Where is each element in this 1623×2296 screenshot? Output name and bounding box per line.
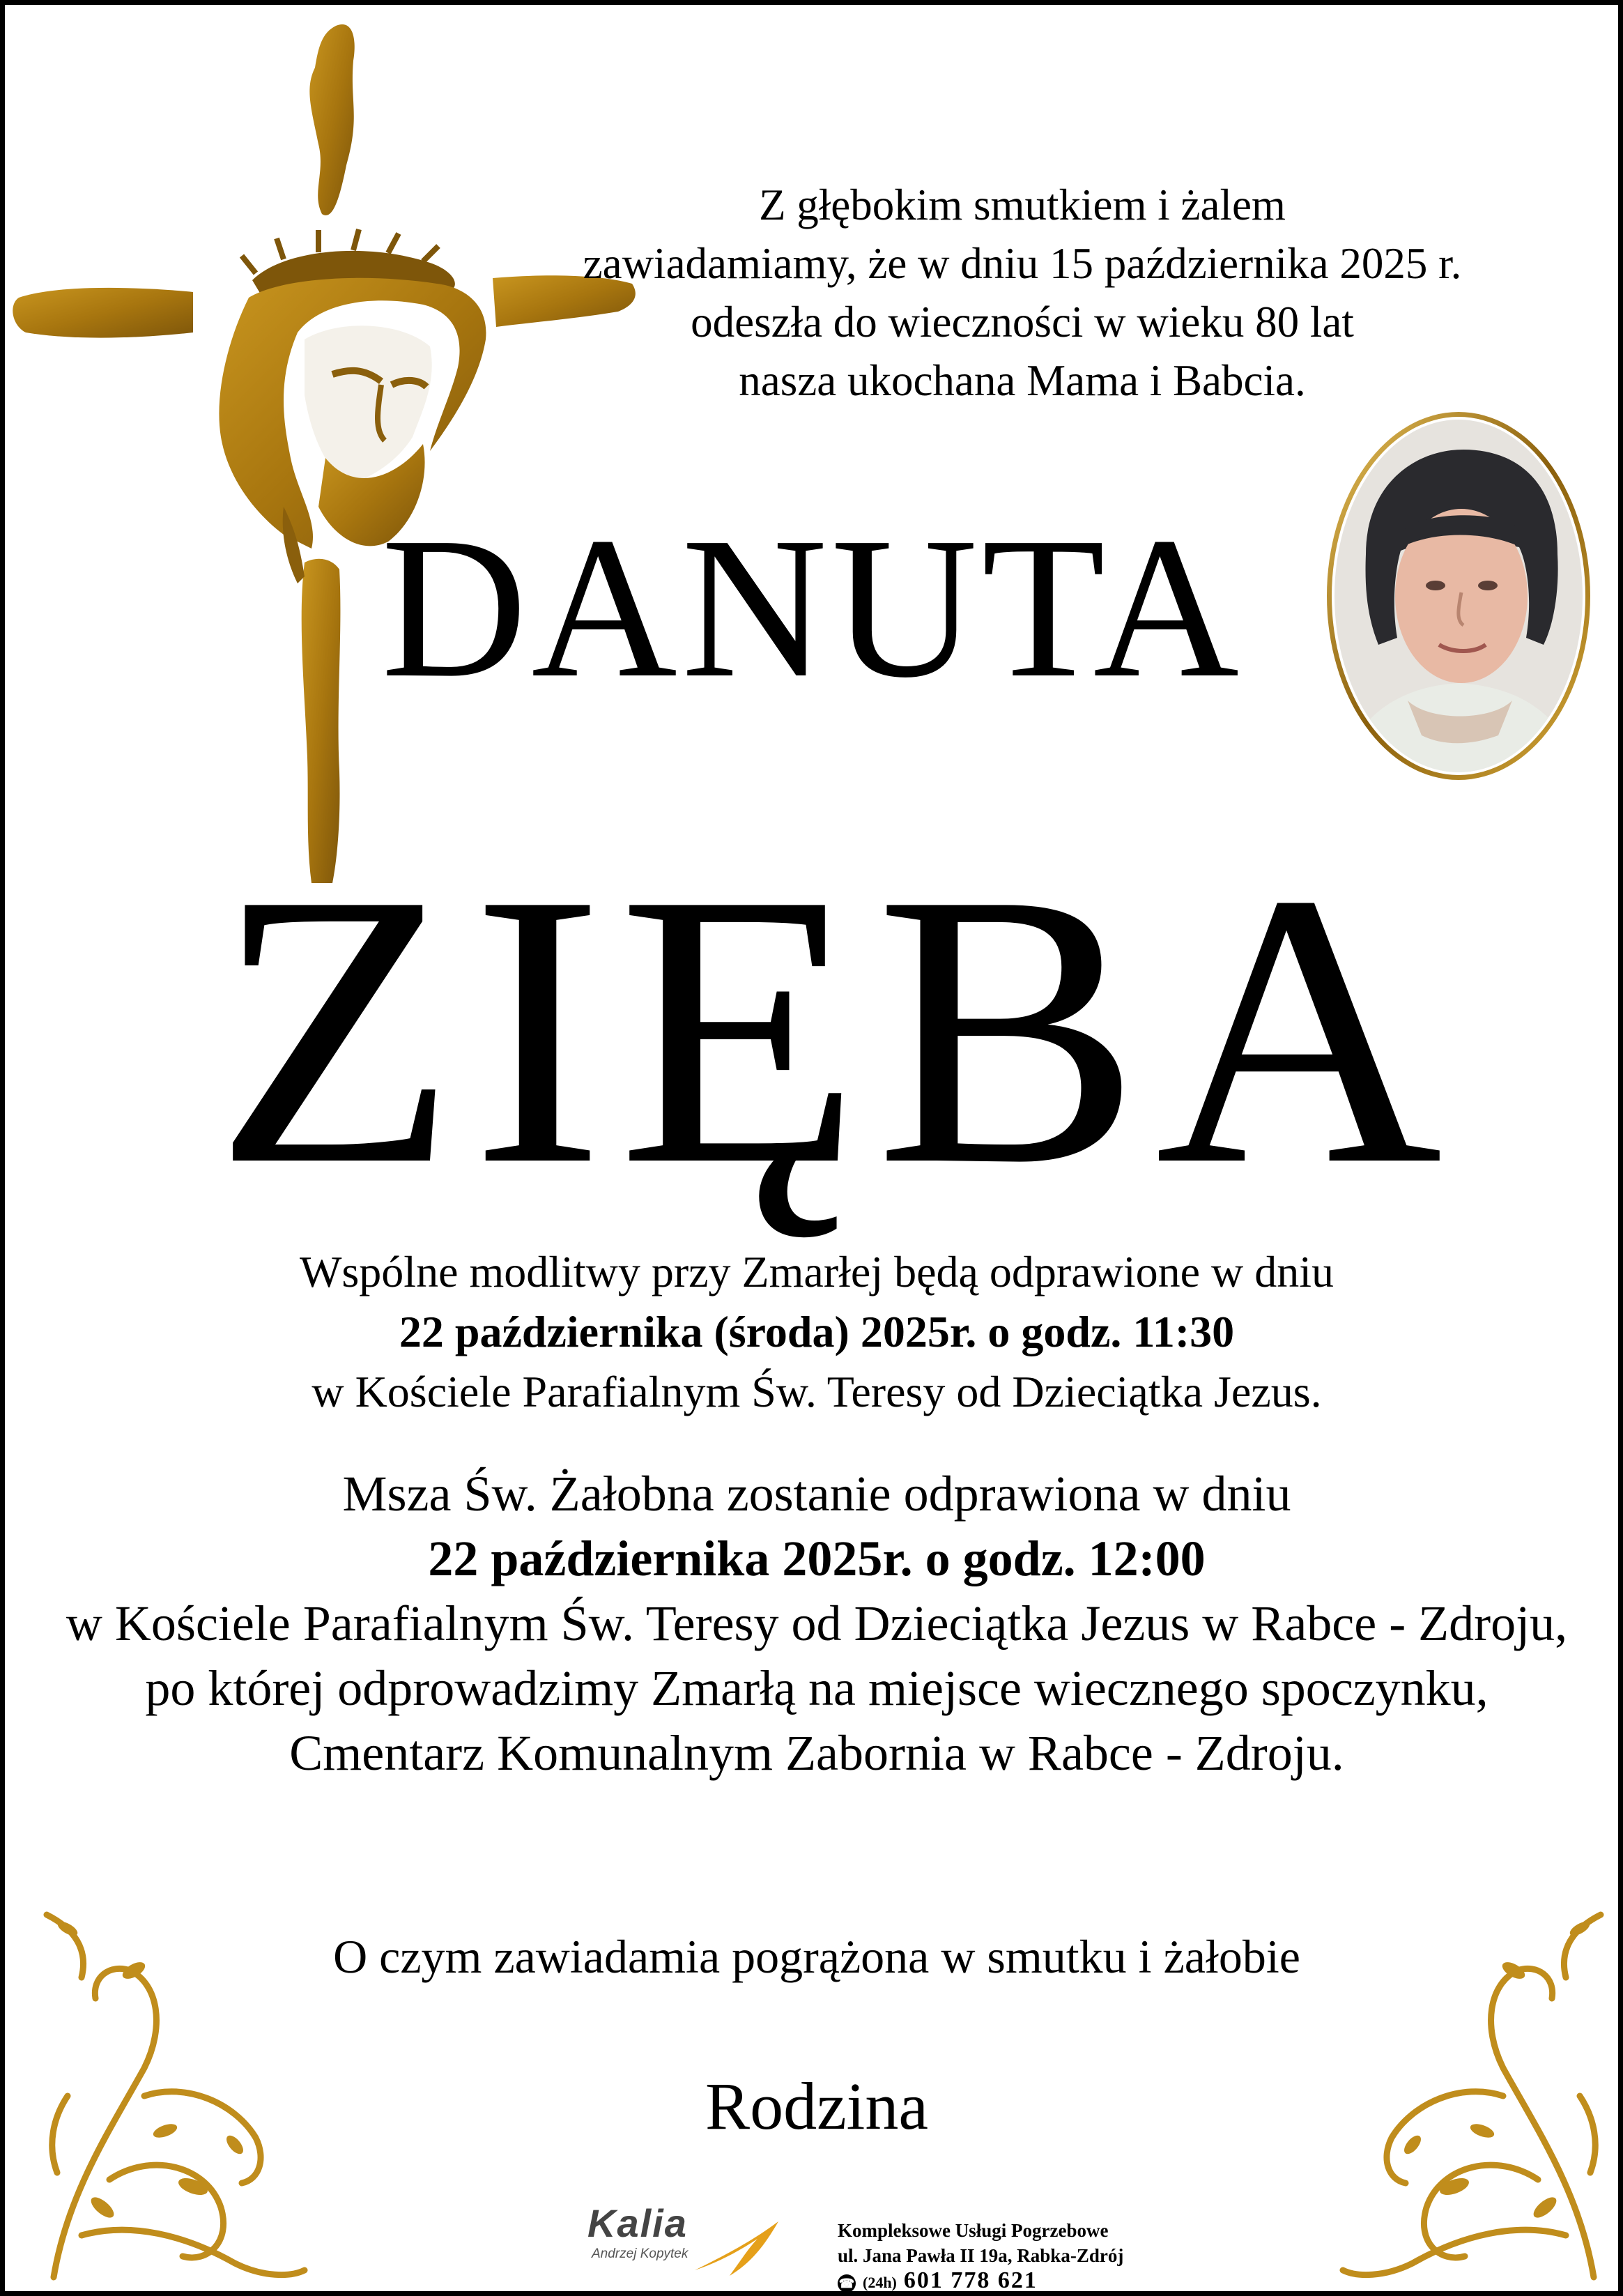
floral-ornament-icon — [26, 1887, 318, 2291]
closing-line: O czym zawiadamia pogrążona w smutku i żałobie — [333, 1930, 1300, 1983]
logo-swoosh-icon — [688, 2214, 785, 2277]
logo-subtitle: Andrzej Kopytek — [592, 2247, 689, 2261]
intro-line: odeszła do wieczności w wieku 80 lat — [691, 298, 1354, 346]
prayer-date: 22 października (środa) 2025r. o godz. 11:30 — [399, 1307, 1235, 1356]
prayer-info — [186, 1242, 1447, 1422]
phone-hours: (24h) — [863, 2274, 897, 2291]
cemetery-line: Cmentarz Komunalnym Zabornia w Rabce - Zdroju. — [289, 1725, 1344, 1781]
mass-line: Msza Św. Żałobna zostanie odprawiona w dniu — [342, 1466, 1291, 1522]
deceased-first-name: DANUTA — [381, 496, 1244, 719]
intro-line: zawiadamiamy, że w dniu 15 października 2025 r. — [583, 239, 1462, 288]
phone-row — [838, 2268, 1228, 2295]
intro-text — [534, 176, 1510, 410]
mass-info — [33, 1462, 1601, 1786]
logo-text: Kalia — [587, 2201, 688, 2245]
funeral-home-contact — [838, 2218, 1228, 2295]
mass-date: 22 października 2025r. o godz. 12:00 — [428, 1531, 1206, 1586]
funeral-home-logo — [583, 2201, 785, 2277]
mass-line: po której odprowadzimy Zmarłą na miejsce wiecznego spoczynku, — [145, 1660, 1489, 1716]
phone-icon: ☎ — [838, 2274, 856, 2293]
deceased-photo — [1324, 408, 1594, 784]
intro-line: nasza ukochana Mama i Babcia. — [739, 356, 1306, 405]
company-name: Kompleksowe Usługi Pogrzebowe — [838, 2220, 1109, 2241]
family-signature: Rodzina — [705, 2069, 928, 2143]
floral-ornament-icon — [1329, 1887, 1622, 2291]
mass-location: w Kościele Parafialnym Św. Teresy od Dzieciątka Jezus w Rabce - Zdroju, — [66, 1595, 1568, 1651]
prayer-line: Wspólne modlitwy przy Zmarłej będą odprawione w dniu — [299, 1247, 1334, 1296]
phone-number[interactable]: 601 778 621 — [903, 2267, 1038, 2293]
deceased-surname: ZIĘBA — [213, 813, 1457, 1246]
prayer-location: w Kościele Parafialnym Św. Teresy od Dzieciątka Jezus. — [311, 1367, 1322, 1416]
crucifix-icon — [5, 5, 653, 897]
company-address: ul. Jana Pawła II 19a, Rabka-Zdrój — [838, 2245, 1124, 2266]
intro-line: Z głębokim smutkiem i żalem — [759, 181, 1286, 229]
